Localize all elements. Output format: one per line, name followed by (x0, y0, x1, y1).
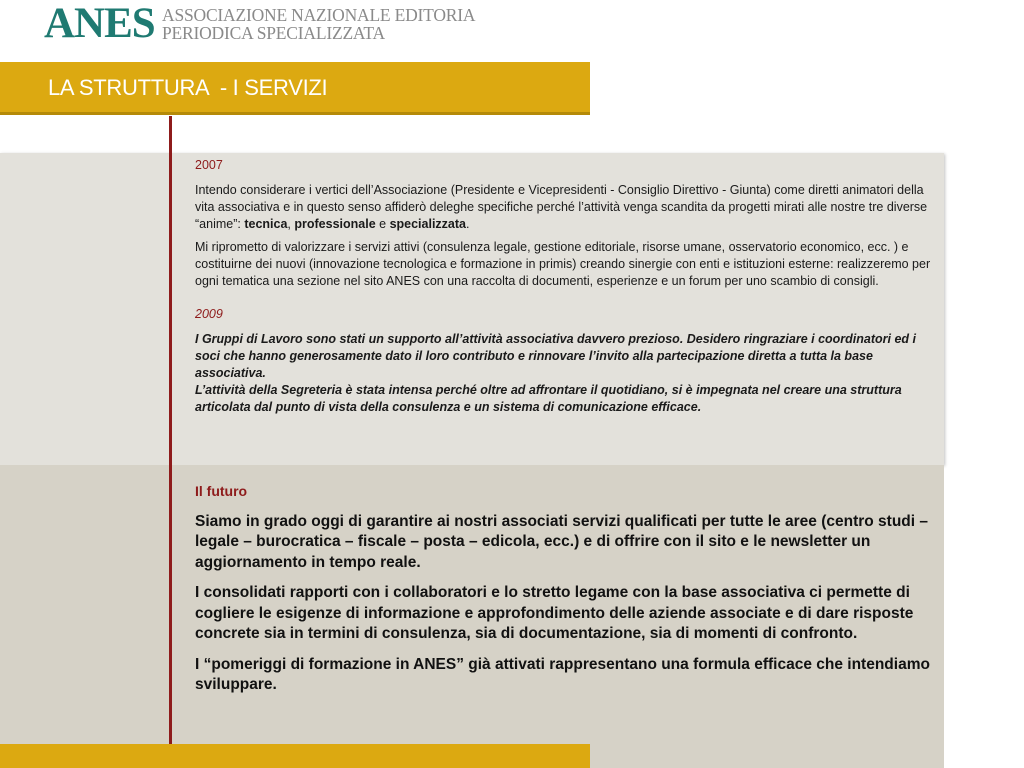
year-2009-heading: 2009 (195, 307, 223, 321)
title-band (0, 62, 590, 115)
futuro-paragraph-1: Siamo in grado oggi di garantire ai nostri associati servizi qualificati per tutte le aree (centro studi – legale – burocratica – fiscale – posta – edicola, ecc.) e di offrire con il sito e le newsletter un aggiornamento in tempo reale. (195, 512, 928, 571)
futuro-heading: Il futuro (195, 483, 248, 499)
vertical-divider (169, 116, 172, 744)
futuro-paragraph-2: I consolidati rapporti con i collaboratori e lo stretto legame con la base associativa ci permette di cogliere le esigenze di informazione e approfondimento delle aziende associate e di dare risposte concrete sia in termini di consulenza, sia di documentazione, sia di momenti di confronto. (195, 584, 914, 642)
bold-tecnica: tecnica (244, 217, 288, 231)
paragraph-2007-1: Intendo considerare i vertici dell’Associazione (Presidente e Vicepresidenti - Consiglio Direttivo - Giunta) come diretti animatori della vita associativa e in questo senso affiderò deleghe specifiche perché l’attività venga scandita da progetti mirati alle nostre tre diverse “anime”: tecnica, professionale e specializzata. (195, 183, 928, 231)
content-top (195, 157, 935, 416)
paragraph-2007-2: Mi riprometto di valorizzare i servizi attivi (consulenza legale, gestione editoriale, risorse umane, osservatorio economico, ecc. ) e costituirne dei nuovi (innovazione tecnologica e formazione in primis) creando sinergie con enti e istituzioni esterne: realizzeremo per ogni tematica una sezione nel sito ANES con una raccolta di documenti, esperienze e un forum per uno scambio di consigli. (195, 240, 931, 288)
paragraph-2009-1: I Gruppi di Lavoro sono stati un supporto all’attività associativa davvero prezioso. Desidero ringraziare i coordinatori ed i soci che hanno generosamente dato il loro contributo e rinnovare l’invito alla partecipazione diretta a tutta la base associativa. (195, 332, 916, 380)
content-bottom (195, 481, 935, 706)
bold-specializzata: specializzata (389, 217, 466, 231)
bottom-band (0, 744, 590, 768)
year-2007-heading: 2007 (195, 158, 223, 172)
futuro-paragraph-3: I “pomeriggi di formazione in ANES” già attivati rappresentano una formula efficace che intendiamo sviluppare. (195, 655, 930, 693)
bold-professionale: professionale (294, 217, 376, 231)
logo-text (162, 6, 475, 42)
logo-line-2: PERIODICA SPECIALIZZATA (162, 23, 385, 43)
logo-mark: ANES (44, 0, 155, 47)
logo-line-1: ASSOCIAZIONE NAZIONALE EDITORIA (162, 5, 476, 25)
page-title: LA STRUTTURA - I SERVIZI (48, 75, 328, 100)
paragraph-2009-2: L’attività della Segreteria è stata intensa perché oltre ad affrontare il quotidiano, si è impegnata nel creare una struttura articolata dal punto di vista della consulenza e un sistema di comunicazione efficace. (195, 383, 902, 414)
